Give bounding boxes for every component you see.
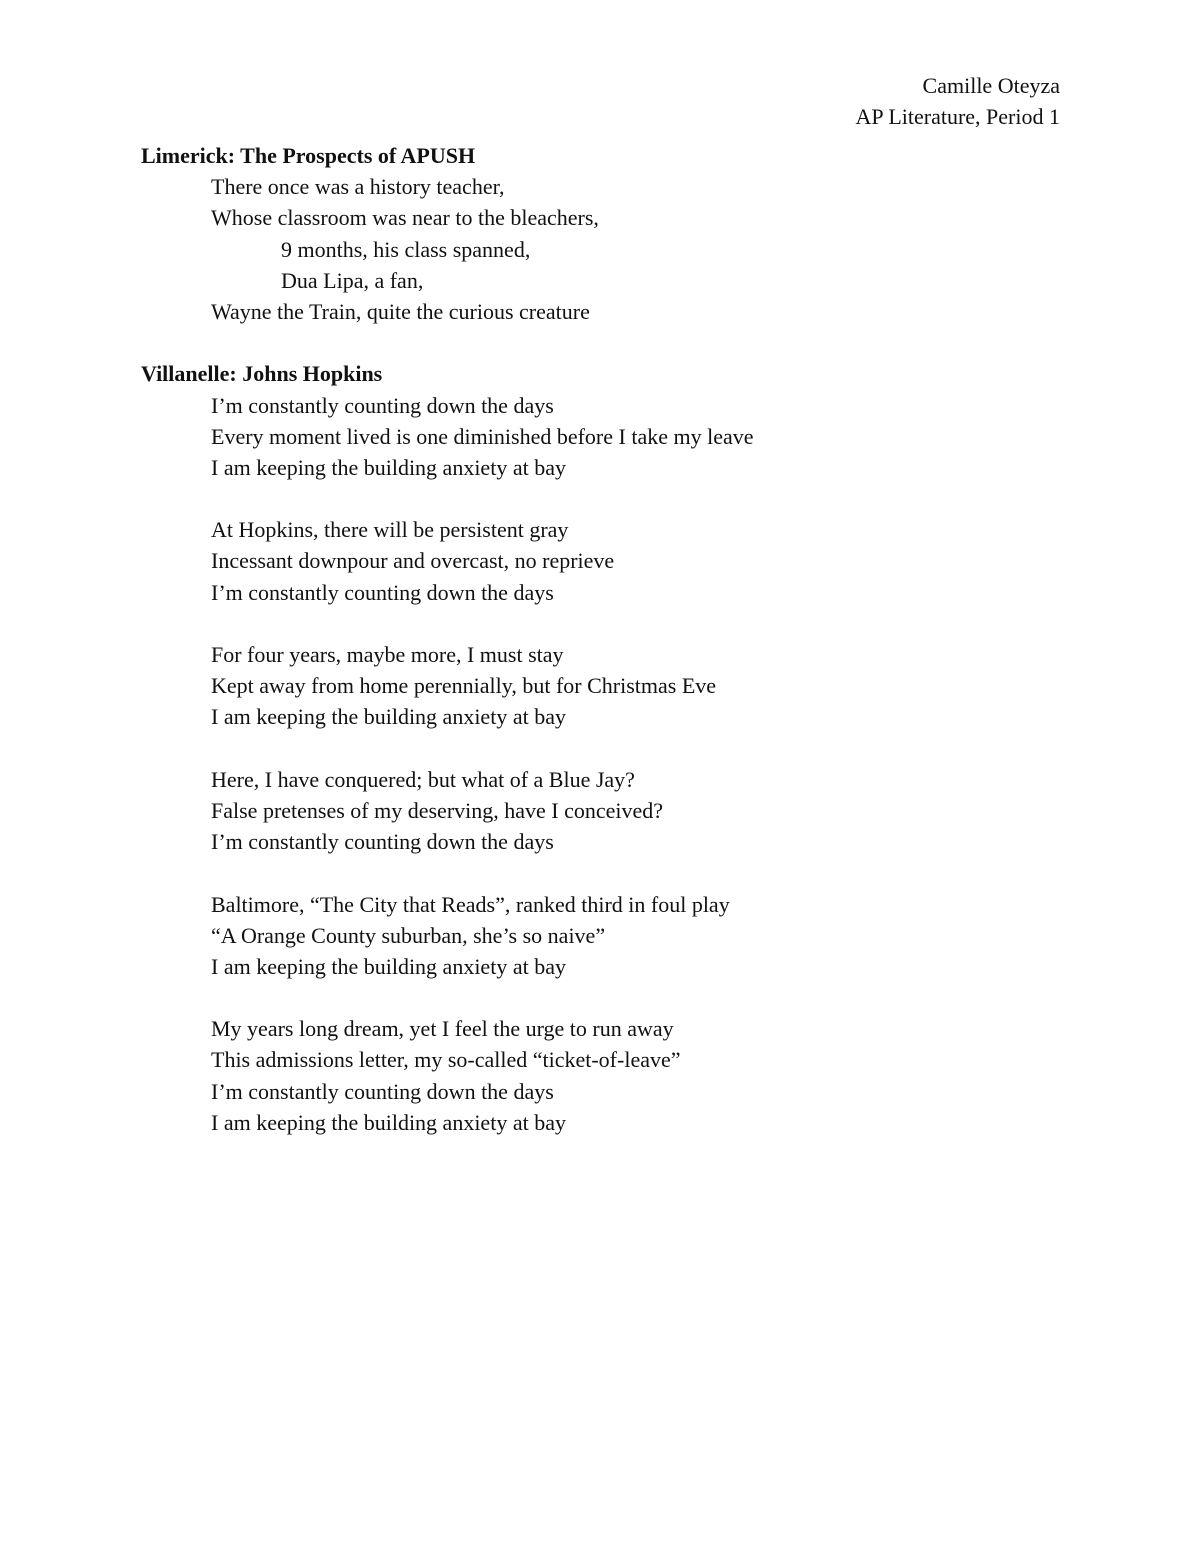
villanelle-title: Villanelle: Johns Hopkins (141, 361, 383, 387)
author-name: Camille Oteyza (922, 73, 1060, 98)
villanelle-stanza-4 (141, 764, 1061, 858)
villanelle-line: I am keeping the building anxiety at bay (211, 704, 566, 730)
limerick-title: Limerick: The Prospects of APUSH (141, 143, 476, 168)
villanelle-stanza-5 (141, 889, 1061, 983)
stanza-spacer (141, 733, 1061, 764)
course-info: AP Literature, Period 1 (855, 104, 1060, 129)
stanza-spacer (141, 483, 1061, 514)
limerick-line: Wayne the Train, quite the curious creature (211, 298, 590, 324)
villanelle-line: My years long dream, yet I feel the urge to run away (211, 1016, 674, 1042)
villanelle-line: I’m constantly counting down the days (211, 392, 554, 418)
villanelle-stanza-6 (141, 1013, 1061, 1138)
limerick-line: Dua Lipa, a fan, (281, 267, 424, 293)
villanelle-line: Incessant downpour and overcast, no reprieve (211, 548, 615, 574)
villanelle-line: I am keeping the building anxiety at bay (211, 454, 566, 480)
villanelle-line: Every moment lived is one diminished before I take my leave (211, 423, 754, 449)
document-header (856, 70, 1060, 132)
stanza-spacer (141, 857, 1061, 888)
villanelle-line: At Hopkins, there will be persistent gray (211, 517, 569, 543)
villanelle-line: False pretenses of my deserving, have I conceived? (211, 797, 664, 823)
stanza-spacer (141, 982, 1061, 1013)
villanelle-stanza-1 (141, 390, 1061, 484)
villanelle-line: Baltimore, “The City that Reads”, ranked third in foul play (211, 891, 730, 917)
villanelle-line: I’m constantly counting down the days (211, 829, 554, 855)
document-body (141, 140, 1061, 1138)
section-spacer (141, 327, 1061, 358)
villanelle-stanza-3 (141, 639, 1061, 733)
limerick-line: Whose classroom was near to the bleachers, (211, 205, 599, 231)
villanelle-line: For four years, maybe more, I must stay (211, 642, 564, 667)
villanelle-line: Here, I have conquered; but what of a Blue Jay? (211, 766, 635, 792)
villanelle-line: This admissions letter, my so-called “ticket-of-leave” (211, 1047, 681, 1073)
villanelle-line: I’m constantly counting down the days (211, 1078, 554, 1104)
villanelle-line: I am keeping the building anxiety at bay (211, 953, 566, 979)
limerick-line: 9 months, his class spanned, (281, 236, 531, 262)
stanza-spacer (141, 608, 1061, 639)
villanelle-line: Kept away from home perennially, but for Christmas Eve (211, 673, 717, 699)
limerick-line: There once was a history teacher, (211, 174, 505, 200)
villanelle-line: I’m constantly counting down the days (211, 579, 554, 605)
villanelle-line: “A Orange County suburban, she’s so naive” (211, 922, 606, 948)
villanelle-stanza-2 (141, 514, 1061, 608)
villanelle-line: I am keeping the building anxiety at bay (211, 1109, 566, 1135)
